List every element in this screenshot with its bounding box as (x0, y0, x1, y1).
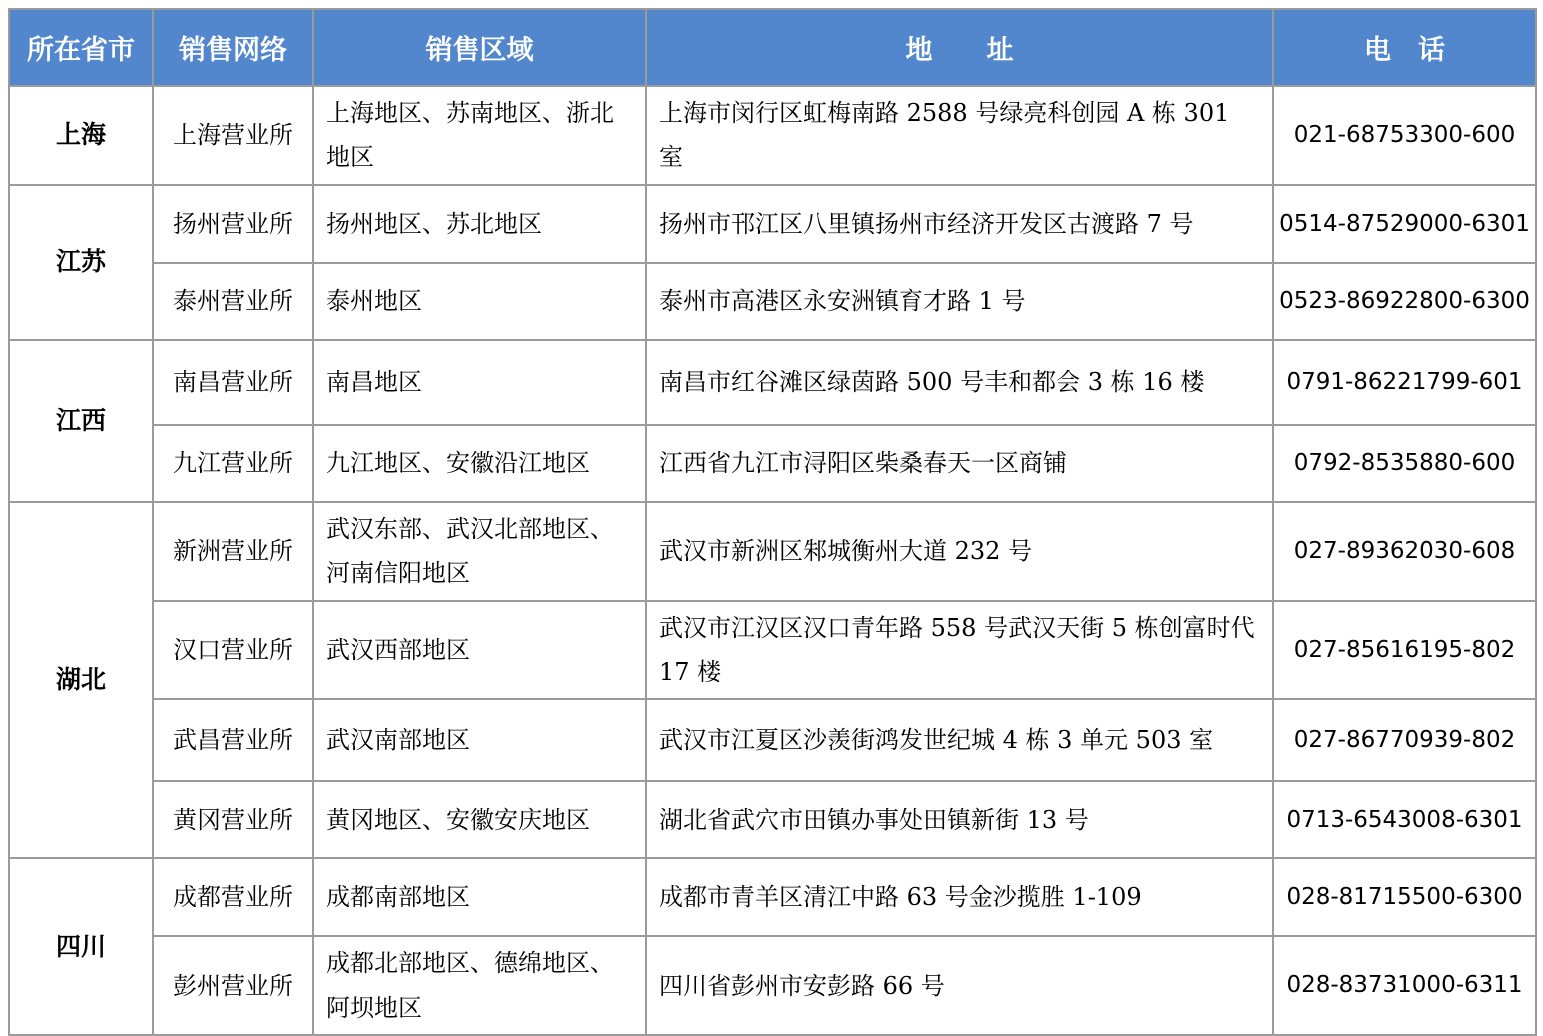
address-cell: 武汉市新洲区邾城衡州大道 232 号 (646, 502, 1273, 601)
table-row (9, 185, 1536, 263)
province-cell: 江苏 (9, 185, 153, 340)
table-header (9, 9, 1536, 86)
table-row (9, 502, 1536, 601)
phone-cell: 028-83731000-6311 (1273, 936, 1536, 1035)
region-cell: 扬州地区、苏北地区 (313, 185, 646, 263)
network-cell: 成都营业所 (153, 858, 313, 936)
phone-cell: 027-86770939-802 (1273, 699, 1536, 781)
sales-network-table (8, 8, 1537, 1036)
region-cell: 成都北部地区、德绵地区、阿坝地区 (313, 936, 646, 1035)
table-row (9, 86, 1536, 185)
table-row (9, 699, 1536, 781)
table-row (9, 936, 1536, 1035)
phone-cell: 027-85616195-802 (1273, 601, 1536, 700)
region-cell: 九江地区、安徽沿江地区 (313, 425, 646, 502)
table-row (9, 425, 1536, 502)
region-cell: 泰州地区 (313, 263, 646, 340)
address-cell: 四川省彭州市安彭路 66 号 (646, 936, 1273, 1035)
region-cell: 上海地区、苏南地区、浙北地区 (313, 86, 646, 185)
header-province: 所在省市 (9, 9, 153, 86)
header-network: 销售网络 (153, 9, 313, 86)
region-cell: 成都南部地区 (313, 858, 646, 936)
address-cell: 江西省九江市浔阳区柴桑春天一区商铺 (646, 425, 1273, 502)
header-region: 销售区域 (313, 9, 646, 86)
address-cell: 湖北省武穴市田镇办事处田镇新街 13 号 (646, 781, 1273, 858)
network-cell: 南昌营业所 (153, 340, 313, 425)
region-cell: 武汉东部、武汉北部地区、河南信阳地区 (313, 502, 646, 601)
network-cell: 汉口营业所 (153, 601, 313, 700)
region-cell: 武汉西部地区 (313, 601, 646, 700)
region-cell: 武汉南部地区 (313, 699, 646, 781)
network-cell: 彭州营业所 (153, 936, 313, 1035)
phone-cell: 0514-87529000-6301 (1273, 185, 1536, 263)
table-row (9, 858, 1536, 936)
network-cell: 扬州营业所 (153, 185, 313, 263)
province-cell: 上海 (9, 86, 153, 185)
address-cell: 武汉市江夏区沙羡街鸿发世纪城 4 栋 3 单元 503 室 (646, 699, 1273, 781)
network-cell: 上海营业所 (153, 86, 313, 185)
network-cell: 武昌营业所 (153, 699, 313, 781)
region-cell: 黄冈地区、安徽安庆地区 (313, 781, 646, 858)
table-row (9, 340, 1536, 425)
phone-cell: 027-89362030-608 (1273, 502, 1536, 601)
address-cell: 武汉市江汉区汉口青年路 558 号武汉天街 5 栋创富时代 17 楼 (646, 601, 1273, 700)
phone-cell: 0792-8535880-600 (1273, 425, 1536, 502)
phone-cell: 0713-6543008-6301 (1273, 781, 1536, 858)
address-cell: 上海市闵行区虹梅南路 2588 号绿亮科创园 A 栋 301 室 (646, 86, 1273, 185)
address-cell: 泰州市高港区永安洲镇育才路 1 号 (646, 263, 1273, 340)
phone-cell: 021-68753300-600 (1273, 86, 1536, 185)
province-cell: 湖北 (9, 502, 153, 859)
phone-cell: 0523-86922800-6300 (1273, 263, 1536, 340)
phone-cell: 028-81715500-6300 (1273, 858, 1536, 936)
address-cell: 扬州市邗江区八里镇扬州市经济开发区古渡路 7 号 (646, 185, 1273, 263)
table-body (9, 86, 1536, 1035)
table-row (9, 781, 1536, 858)
header-address: 地 址 (646, 9, 1273, 86)
address-cell: 成都市青羊区清江中路 63 号金沙揽胜 1-109 (646, 858, 1273, 936)
network-cell: 泰州营业所 (153, 263, 313, 340)
phone-cell: 0791-86221799-601 (1273, 340, 1536, 425)
address-cell: 南昌市红谷滩区绿茵路 500 号丰和都会 3 栋 16 楼 (646, 340, 1273, 425)
province-cell: 江西 (9, 340, 153, 502)
province-cell: 四川 (9, 858, 153, 1035)
network-cell: 新洲营业所 (153, 502, 313, 601)
network-cell: 九江营业所 (153, 425, 313, 502)
table-row (9, 263, 1536, 340)
header-phone: 电 话 (1273, 9, 1536, 86)
header-row (9, 9, 1536, 86)
region-cell: 南昌地区 (313, 340, 646, 425)
network-cell: 黄冈营业所 (153, 781, 313, 858)
table-row (9, 601, 1536, 700)
